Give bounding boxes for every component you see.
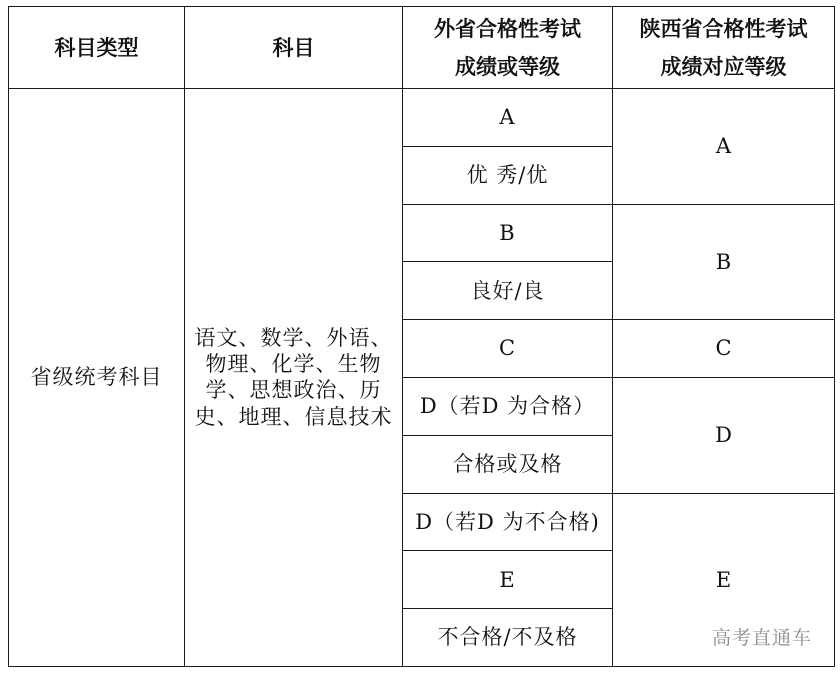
other-grade-cell: 良好/良 [403,262,613,320]
other-grade-cell: 优 秀/优 [403,146,613,204]
other-grade-cell: C [403,320,613,378]
header-shaanxi-grade: 陕西省合格性考试 成绩对应等级 [613,7,835,89]
shaanxi-grade-cell: D [613,377,835,493]
subjects-cell: 语文、数学、外语、物理、化学、生物学、思想政治、历史、地理、信息技术 [185,89,403,667]
table-row [9,89,835,147]
other-grade-cell: 不合格/不及格 [403,609,613,667]
shaanxi-grade-cell: A [613,89,835,205]
subject-type-cell: 省级统考科目 [9,89,185,667]
shaanxi-grade-cell: C [613,320,835,378]
watermark: 高考直通车 [711,627,812,649]
shaanxi-grade-cell: E [613,493,835,666]
header-other-province-grade: 外省合格性考试 成绩或等级 [403,7,613,89]
header-subject: 科目 [185,7,403,89]
other-grade-cell: 合格或及格 [403,435,613,493]
grade-conversion-table [8,6,835,667]
table-header-row [9,7,835,89]
shaanxi-grade-cell: B [613,204,835,320]
other-grade-cell: E [403,551,613,609]
other-grade-cell: D（若D 为不合格) [403,493,613,551]
other-grade-cell: D（若D 为合格） [403,377,613,435]
other-grade-cell: B [403,204,613,262]
other-grade-cell: A [403,89,613,147]
header-subject-type: 科目类型 [9,7,185,89]
